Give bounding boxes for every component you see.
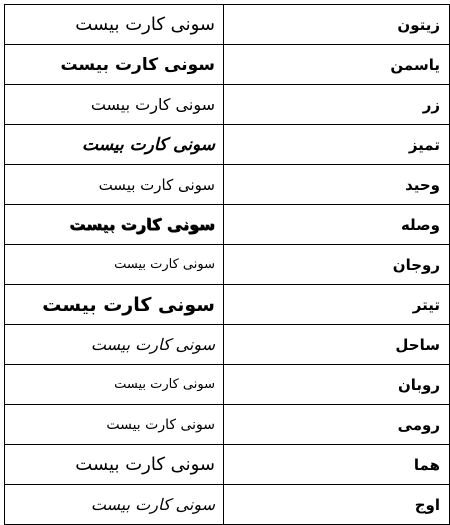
font-sample-text: سونی کارت بیست (5, 405, 224, 445)
font-sample-text: سونی کارت بیست (5, 5, 224, 45)
font-sample-text: سونی کارت بیست (5, 325, 224, 365)
font-sample-text: سونی کارت بیست (5, 445, 224, 485)
font-sample-text: سونی کارت بیست (5, 245, 224, 285)
table-row (5, 165, 450, 205)
font-name: روجان (224, 245, 450, 285)
font-name: اوج (224, 485, 450, 525)
font-name: وحيد (224, 165, 450, 205)
font-name: ياسمن (224, 45, 450, 85)
table-row (5, 245, 450, 285)
font-name: رومی (224, 405, 450, 445)
table-row (5, 445, 450, 485)
font-sample-text: سونی کارت بیست (5, 285, 224, 325)
table-row (5, 205, 450, 245)
table-row (5, 365, 450, 405)
table-row (5, 85, 450, 125)
font-sample-text: سونی کارت بیست (5, 485, 224, 525)
font-name: روبان (224, 365, 450, 405)
font-sample-text: سونی کارت بیست (5, 165, 224, 205)
table-row (5, 5, 450, 45)
table-row (5, 325, 450, 365)
font-name: زر (224, 85, 450, 125)
font-sample-table (4, 4, 450, 525)
font-name: وصله (224, 205, 450, 245)
font-name: زيتون (224, 5, 450, 45)
font-sample-text: سونی کارت بیست (5, 205, 224, 245)
table-row (5, 285, 450, 325)
font-name: تيتر (224, 285, 450, 325)
font-sample-text: سونی کارت بیست (5, 85, 224, 125)
table-row (5, 125, 450, 165)
font-name: هما (224, 445, 450, 485)
table-row (5, 485, 450, 525)
font-name: ساحل (224, 325, 450, 365)
font-sample-text: سونی کارت بیست (5, 365, 224, 405)
font-name: تميز (224, 125, 450, 165)
font-sample-text: سونی کارت بیست (5, 45, 224, 85)
table-row (5, 45, 450, 85)
table-row (5, 405, 450, 445)
font-sample-text: سونی کارت بیست (5, 125, 224, 165)
